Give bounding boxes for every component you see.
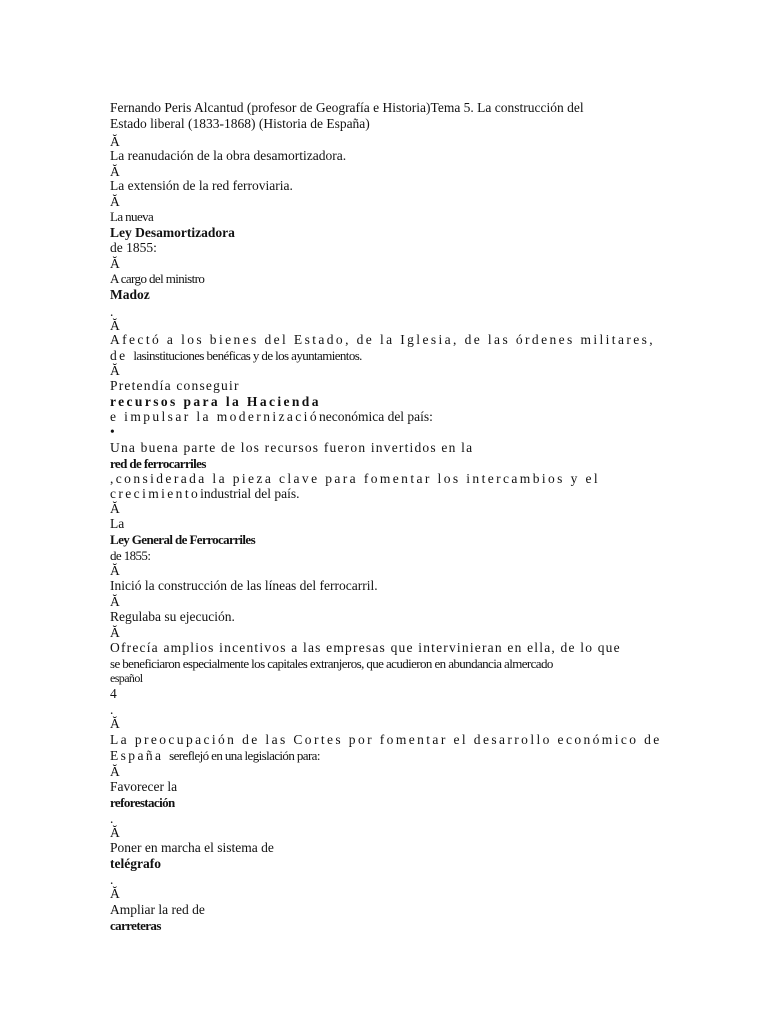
- list-item: Ampliar la red de: [110, 902, 205, 917]
- list-item: Favorecer la: [110, 779, 178, 794]
- bold-term: recursos para la Hacienda: [110, 394, 321, 409]
- list-item: Ofrecía amplios incentivos a las empresas que intervinieran en ella, de lo que: [110, 640, 621, 655]
- list-item-text: ,considerada la pieza clave para fomentar los intercambios y el: [110, 471, 601, 486]
- list-item: La preocupación de las Cortes por fomentar el desarrollo económico de: [110, 732, 662, 747]
- list-item-text: de 1855:: [110, 240, 157, 255]
- bold-term: Ley General de Ferrocarriles: [110, 532, 256, 547]
- list-item-text: .: [110, 304, 114, 319]
- document-header: Fernando Peris Alcantud (profesor de Geografía e Historia)Tema 5. La construcción del: [110, 100, 584, 115]
- list-item: La nueva: [110, 209, 154, 224]
- text-fragment: España: [110, 748, 170, 763]
- list-item-text: español: [110, 671, 143, 685]
- bold-term: red de ferrocarriles: [110, 456, 206, 471]
- bullet-glyph: Ă: [110, 716, 120, 731]
- list-item-text: [110, 748, 320, 763]
- bullet-glyph: Ă: [110, 594, 120, 609]
- page-number: 4: [110, 686, 117, 701]
- list-item: Poner en marcha el sistema de: [110, 840, 274, 855]
- list-item: La reanudación de la obra desamortizadora.: [110, 148, 347, 163]
- bullet-glyph: Ă: [110, 256, 120, 271]
- text-fragment: de: [110, 348, 134, 363]
- bullet-glyph: Ă: [110, 501, 120, 516]
- text-fragment: neconómica del país:: [318, 409, 433, 424]
- bullet-glyph: •: [110, 424, 115, 439]
- list-item: Inició la construcción de las líneas del ferrocarril.: [110, 578, 378, 593]
- list-item: La extensión de la red ferroviaria.: [110, 178, 293, 193]
- document-header-continued: Estado liberal (1833-1868) (Historia de España): [110, 116, 370, 131]
- list-item-text: de 1855:: [110, 548, 151, 563]
- bold-term: telégrafo: [110, 856, 161, 871]
- bullet-glyph: Ă: [110, 625, 120, 640]
- bullet-glyph: Ă: [110, 134, 120, 149]
- bullet-glyph: Ă: [110, 363, 120, 378]
- list-item: A cargo del ministro: [110, 271, 205, 286]
- list-item-text: [110, 348, 362, 363]
- bold-term: Madoz: [110, 287, 150, 302]
- list-item: Regulaba su ejecución.: [110, 609, 235, 624]
- list-item: Afectó a los bienes del Estado, de la Iglesia, de las órdenes militares,: [110, 332, 656, 347]
- list-item: Una buena parte de los recursos fueron invertidos en la: [110, 440, 474, 455]
- text-fragment: crecimiento: [110, 486, 201, 501]
- list-item-text: [110, 409, 433, 424]
- bullet-glyph: Ă: [110, 825, 120, 840]
- dot-separator: .: [110, 872, 114, 887]
- dot-separator: .: [110, 702, 114, 717]
- bullet-glyph: Ă: [110, 563, 120, 578]
- text-fragment: lasinstituciones benéficas y de los ayuntamientos.: [133, 348, 362, 363]
- text-fragment: sereflejó en una legislación para:: [169, 748, 320, 763]
- bold-term: reforestación: [110, 795, 175, 810]
- bold-term: Ley Desamortizadora: [110, 225, 235, 240]
- bullet-glyph: Ă: [110, 164, 120, 179]
- list-item-text: [110, 486, 299, 501]
- text-fragment: e impulsar la modernizació: [110, 409, 319, 424]
- dot-separator: .: [110, 811, 114, 826]
- list-item: Pretendía conseguir: [110, 378, 240, 393]
- list-item-text: se beneficiaron especialmente los capitales extranjeros, que acudieron en abundancia almercado: [110, 656, 553, 671]
- text-fragment: industrial del país.: [200, 486, 300, 501]
- bullet-glyph: Ă: [110, 886, 120, 901]
- list-item: La: [110, 516, 125, 531]
- bullet-glyph: Ă: [110, 764, 120, 779]
- bold-term: carreteras: [110, 918, 161, 933]
- bullet-glyph: Ă: [110, 194, 120, 209]
- bullet-glyph: Ă: [110, 318, 120, 333]
